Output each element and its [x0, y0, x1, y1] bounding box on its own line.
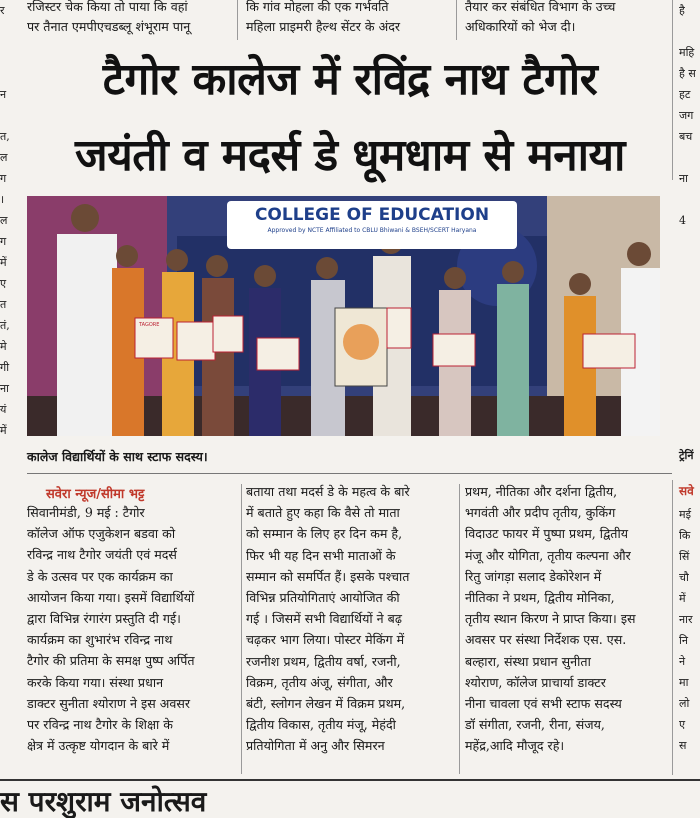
headline-line2: जयंती व मदर्स डे धूमधाम से मनाया — [75, 130, 625, 181]
next-headline-fragment: स परशुराम जनोत्सव — [0, 785, 207, 818]
byline: सवेरा न्यूज/सीमा भट्ट — [46, 487, 145, 502]
right-caption-fragment: ट्रेनिं — [679, 449, 694, 462]
right-byline-fragment: सवे — [679, 484, 694, 498]
bottom-rule — [0, 779, 700, 781]
right-body-fragments: मई कि सिं चौ में नार नि ने मा लो ए स — [679, 508, 693, 752]
top-col2-line1: कि गांव मोहला की एक गर्भवति — [246, 0, 389, 14]
top-col2 — [246, 0, 451, 37]
top-col1-line2: पर तैनात एमपीएचडब्लू शंभूराम पानू — [27, 19, 191, 34]
top-col2-line2: महिला प्राइमरी हैल्थ सेंटर के अंदर — [246, 19, 401, 34]
banner-title: COLLEGE OF EDUCATION — [254, 205, 490, 225]
group-photo — [27, 196, 660, 436]
banner-subtitle: Approved by NCTE Affiliated to CBLU Bhiwani & BSEH/SCERT Haryana — [267, 227, 477, 234]
column-divider — [672, 480, 673, 775]
top-col3-line2: अधिकारियों को भेज दी। — [465, 19, 576, 34]
article-col1: सिवानीमंडी, 9 मई : टैगोर कॉलेज ऑफ एजुकेशन बडवा को रविन्द्र नाथ टैगोर जयंती एवं मदर्स डे के उत्सव पर एक कार्यक्रम का आयोजन किया गया। इसमें विद्यार्थियों द्वारा विभिन्न रंगारंग प्रस्तुति दी गई। कार्यक्रम का शुभारंभ रविन्द्र नाथ टैगोर की प्रतिमा के समक्ष पुष्प अर्पित करके किया गया। संस्था प्रधान डाक्टर सुनीता श्योराण ने इस अवसर पर रविन्द्र नाथ टैगोर के शिक्षा के क्षेत्र में उत्कृष्ट योगदान के बारे में — [27, 505, 195, 754]
top-col1 — [27, 0, 232, 37]
photo-caption: कालेज विद्यार्थियों के साथ स्टाफ सदस्य। — [27, 449, 208, 464]
certificate-label: TAGORE — [139, 322, 160, 328]
column-divider — [241, 484, 242, 774]
headline-line1: टैगोर कालेज में रविंद्र नाथ टैगोर — [102, 54, 598, 105]
column-divider — [456, 0, 457, 40]
column-divider — [237, 0, 238, 40]
top-col1-line1: रजिस्टर चेक किया तो पाया कि वहां — [27, 0, 188, 14]
top-col3 — [465, 0, 670, 37]
column-divider — [459, 484, 460, 774]
article-col3: प्रथम, नीतिका और दर्शना द्वितीय, भगवंती और प्रदीप तृतीय, कुकिंग विदाउट फायर में पुष्पा प्रथम, द्वितीय मंजू और योगिता, तृतीय कल्पना और रितु जांगड़ा सलाद डेकोरेशन में नीतिका ने प्रथम, द्वितीय मोनिका, तृतीय स्थान किरण ने प्राप्त किया। इस अवसर पर संस्था निर्देशक एस. एस. बल्हारा, संस्था प्रधान सुनीता श्योराण, कॉलेज प्राचार्या डाक्टर नीना चावला एवं सभी स्टाफ सदस्य डॉ संगीता, रजनी, रीना, संजय, महेंद्र,आदि मौजूद रहे। — [465, 484, 636, 754]
caption-rule — [27, 473, 672, 474]
article-col2: बताया तथा मदर्स डे के महत्व के बारे में बताते हुए कहा कि वैसे तो माता को सम्मान के लिए हर दिन कम है, फिर भी यह दिन सभी माताओं के सम्मान को समर्पित हैं। इसके पश्चात विभिन्न प्रतियोगिताएं आयोजित की गई । जिसमें सभी विद्यार्थियों ने बढ़ चढ़कर भाग लिया। पोस्टर मेकिंग में रजनीश प्रथम, द्वितीय वर्षा, रजनी, विक्रम, तृतीय अंजू, संगीता, और बंटी, स्लोगन लेखन में विक्रम प्रथम, द्वितीय विकास, तृतीय मंजू, मेहंदी प्रतियोगिता में अनु और सिमरन — [246, 484, 410, 754]
left-edge-fragments: र न त, ल ग । ल ग में ए त तं, मे गी ना यं में — [0, 4, 10, 437]
top-col3-line1: तैयार कर संबंधित विभाग के उच्च — [465, 0, 616, 14]
right-edge-fragments: है महि है स हट जग बच ना 4 — [679, 4, 696, 227]
